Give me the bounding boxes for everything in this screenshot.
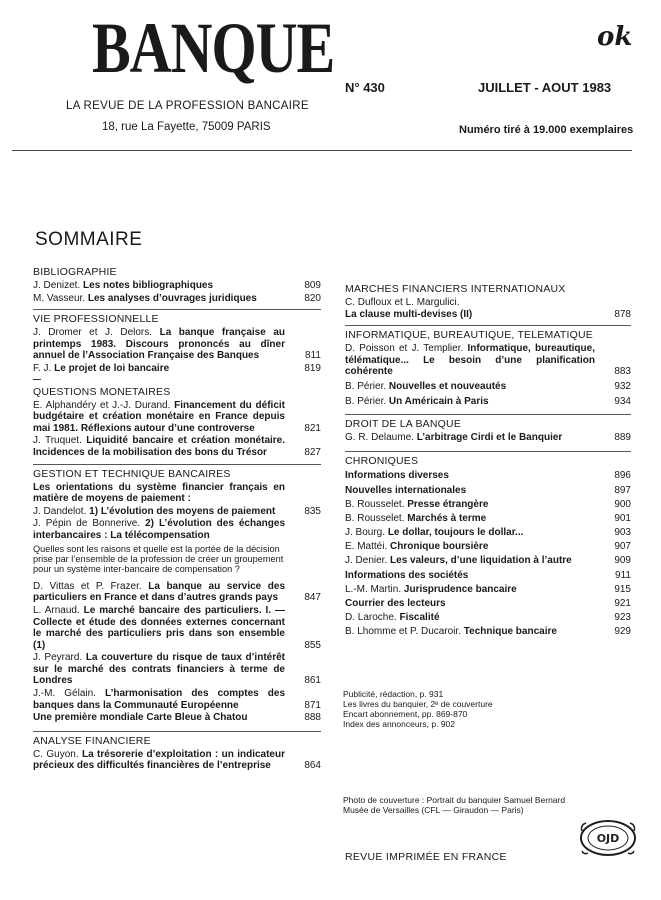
- toc-entry[interactable]: [345, 432, 631, 444]
- entry-title: Marchés à terme: [407, 512, 487, 524]
- entry-page: 811: [305, 350, 321, 362]
- toc-entry[interactable]: [345, 555, 631, 567]
- entry-page: 883: [614, 366, 631, 378]
- entry-author: E. Alphandéry et J.-J. Durand.: [33, 399, 171, 411]
- toc-entry[interactable]: [33, 506, 321, 518]
- entry-page: 911: [615, 569, 631, 581]
- section-chroniques: [345, 455, 631, 638]
- toc-entry[interactable]: [33, 688, 321, 711]
- section-heading: ANALYSE FINANCIERE: [33, 734, 151, 747]
- entry-author: B. Rousselet.: [345, 512, 405, 524]
- entry-title: Le projet de loi bancaire: [54, 362, 170, 374]
- entry-author: J. Denier.: [345, 555, 388, 567]
- toc-entry[interactable]: [33, 652, 321, 687]
- entry-title: Courrier des lecteurs: [345, 598, 446, 610]
- entry-author: J. Bourg.: [345, 527, 386, 539]
- entry-page: 855: [304, 639, 321, 651]
- toc-right-column: [345, 283, 631, 641]
- toc-entry[interactable]: [345, 343, 631, 378]
- toc-entry[interactable]: [33, 363, 321, 375]
- entry-title: Nouvelles et nouveautés: [388, 380, 507, 392]
- entry-author: L.-M. Martin.: [345, 583, 402, 595]
- section-divider: [345, 414, 631, 415]
- toc-entry[interactable]: [345, 297, 631, 320]
- dash-separator: [33, 375, 321, 383]
- section-intro: Les orientations du système financier français en matière de moyens de paiement :: [33, 481, 285, 505]
- entry-title: La clause multi-devises (II): [345, 308, 473, 320]
- section-heading: QUESTIONS MONETAIRES: [33, 385, 171, 398]
- toc-entry[interactable]: [345, 485, 631, 497]
- entry-title: La trésorerie d’exploitation : un indicateur précieux des difficultés financières de l’entreprise: [33, 748, 285, 772]
- entry-author: D. Vittas et P. Frazer.: [33, 580, 142, 592]
- entry-page: 901: [614, 512, 631, 524]
- entry-title: Informations diverses: [345, 470, 449, 482]
- entry-title: Les notes bibliographiques: [83, 280, 214, 291]
- toc-entry[interactable]: [345, 570, 631, 582]
- section-informatique: [345, 329, 631, 407]
- entry-title: La banque française au printemps 1983. Discours prononcés au dîner annuel de l’Association Française des Banques: [33, 327, 286, 362]
- entry-title: La couverture du risque de taux d’intérêt sur le marché des contrats financiers à terme de Londres: [33, 652, 285, 687]
- entry-page: 878: [614, 308, 631, 320]
- toc-entry[interactable]: [33, 581, 321, 604]
- entry-author: J. Dandelot.: [33, 505, 87, 517]
- section-divider: [33, 464, 321, 465]
- section-gestion-technique: [33, 468, 321, 724]
- toc-entry[interactable]: [33, 749, 321, 772]
- section-heading: CHRONIQUES: [345, 454, 419, 467]
- toc-entry[interactable]: [345, 598, 631, 610]
- section-heading: BIBLIOGRAPHIE: [33, 266, 117, 278]
- entry-title: 2) L’évolution des échanges interbancaires : La télécompensation: [33, 518, 286, 541]
- entry-author: C. Guyon.: [33, 748, 79, 760]
- entry-page: 889: [614, 432, 631, 444]
- entry-author: J. Denizet.: [33, 280, 81, 291]
- entry-title: Jurisprudence bancaire: [403, 583, 517, 595]
- section-droit-banque: [345, 418, 631, 444]
- credit-line: Publicité, rédaction, p. 931: [343, 689, 444, 699]
- entry-author: J. Truquet.: [33, 435, 82, 447]
- masthead-rule: [12, 150, 632, 151]
- entry-page: 819: [304, 362, 321, 374]
- section-divider: [345, 451, 631, 452]
- entry-page: 934: [614, 395, 631, 407]
- entry-author: C. Dufloux et L. Margulici.: [345, 297, 460, 308]
- ojd-seal-icon: [578, 817, 638, 859]
- toc-left-column: [33, 266, 321, 775]
- entry-page: 929: [614, 626, 631, 638]
- entry-title: Les analyses d’ouvrages juridiques: [87, 292, 257, 304]
- entry-page: 932: [614, 380, 631, 392]
- entry-author: B. Rousselet.: [345, 498, 405, 510]
- entry-page: 903: [614, 527, 631, 539]
- entry-title: Fiscalité: [399, 612, 440, 624]
- entry-note: Quelles sont les raisons et quelle est la portée de la décision prise par l’ensemble de la profession de créer un groupement pour un système inter-bancaire de compensation ?: [33, 543, 284, 575]
- entry-page: 921: [614, 598, 631, 610]
- printed-in-france: REVUE IMPRIMÉE EN FRANCE: [345, 851, 507, 863]
- entry-title: La banque au service des particuliers en France et dans d’autres grands pays: [33, 580, 286, 604]
- section-divider: [33, 309, 321, 310]
- section-heading: VIE PROFESSIONNELLE: [33, 313, 159, 326]
- entry-author: D. Poisson et J. Templier.: [345, 343, 464, 355]
- print-run: Numéro tiré à 19.000 exemplaires: [459, 124, 634, 136]
- section-heading: INFORMATIQUE, BUREAUTIQUE, TELEMATIQUE: [345, 329, 593, 342]
- entry-title: 1) L’évolution des moyens de paiement: [89, 505, 276, 517]
- photo-credit-line: Photo de couverture : Portrait du banquier Samuel Bernard: [343, 795, 566, 805]
- entry-author: D. Laroche.: [345, 612, 397, 624]
- section-heading: DROIT DE LA BANQUE: [345, 418, 462, 431]
- section-heading: GESTION ET TECHNIQUE BANCAIRES: [33, 467, 231, 480]
- sommaire-title: SOMMAIRE: [35, 229, 143, 250]
- photo-credit: [343, 795, 565, 815]
- photo-credit-line: Musée de Versailles (CFL — Giraudon — Paris): [343, 805, 524, 815]
- entry-page: 861: [304, 675, 321, 687]
- credits-block: [343, 689, 493, 729]
- logo-banque: BANQUE: [92, 7, 335, 89]
- toc-entry[interactable]: [345, 626, 631, 638]
- toc-entry[interactable]: [345, 396, 631, 408]
- section-divider: [33, 731, 321, 732]
- entry-page: 900: [614, 498, 631, 510]
- entry-page: 871: [304, 699, 321, 711]
- section-vie-professionnelle: [33, 313, 321, 382]
- entry-author: B. Lhomme et P. Ducaroir.: [345, 626, 461, 638]
- entry-author: M. Vasseur.: [33, 292, 86, 304]
- entry-page: 864: [304, 760, 321, 772]
- entry-page: 820: [304, 292, 321, 304]
- entry-page: 809: [304, 280, 321, 291]
- entry-page: 888: [304, 712, 321, 724]
- credit-line: Index des annonceurs, p. 902: [343, 719, 455, 729]
- entry-author: J. Peyrard.: [33, 652, 83, 664]
- entry-title: Informatique, bureautique, télématique... Le besoin d’une planification cohérente: [345, 343, 595, 378]
- issue-date: JUILLET - AOUT 1983: [478, 80, 612, 95]
- entry-title: Technique bancaire: [463, 626, 557, 638]
- entry-title: Les valeurs, d’une liquidation à l’autre: [390, 555, 572, 567]
- entry-page: 915: [614, 583, 631, 595]
- section-marches-financiers: [345, 283, 631, 320]
- entry-page: 821: [304, 422, 321, 434]
- toc-entry[interactable]: [345, 513, 631, 525]
- entry-page: 909: [614, 555, 631, 567]
- toc-entry[interactable]: [33, 293, 321, 305]
- entry-page: 907: [614, 541, 631, 553]
- issue-number: N° 430: [345, 80, 385, 95]
- entry-page: 923: [614, 612, 631, 624]
- toc-entry[interactable]: [33, 327, 321, 362]
- entry-title: Liquidité bancaire et création monétaire. Incidences de la mobilisation des bons du Trésor: [33, 435, 286, 458]
- entry-page: 835: [304, 505, 321, 517]
- toc-entry[interactable]: [33, 280, 321, 292]
- entry-page: 847: [304, 592, 321, 604]
- toc-entry[interactable]: [33, 518, 321, 541]
- entry-author: B. Périer.: [345, 380, 387, 392]
- toc-entry[interactable]: [345, 527, 631, 539]
- entry-title: Le dollar, toujours le dollar...: [387, 527, 524, 539]
- seal-text: OJD: [596, 832, 620, 845]
- entry-title: Financement du déficit budgétaire et création monétaire en France depuis mai 1981. Réflexions autour d’une controverse: [33, 399, 285, 434]
- entry-title: Informations des sociétés: [345, 569, 469, 581]
- entry-author: B. Périer.: [345, 395, 387, 407]
- entry-author: L. Arnaud.: [33, 604, 80, 616]
- section-heading: MARCHES FINANCIERS INTERNATIONAUX: [345, 283, 566, 295]
- entry-title: Nouvelles internationales: [345, 484, 467, 496]
- entry-title: L’arbitrage Cirdi et le Banquier: [416, 432, 563, 444]
- section-analyse-financiere: [33, 735, 321, 772]
- toc-entry[interactable]: [33, 712, 321, 724]
- entry-title: L’harmonisation des comptes des banques dans la Communauté Européenne: [33, 688, 286, 711]
- section-questions-monetaires: [33, 386, 321, 459]
- toc-entry[interactable]: [345, 541, 631, 553]
- handwritten-ok-mark: ok: [597, 22, 633, 52]
- toc-entry[interactable]: [345, 470, 631, 482]
- entry-page: 896: [614, 470, 631, 482]
- entry-author: J. Pépin de Bonnerive.: [33, 518, 141, 530]
- toc-entry[interactable]: [345, 584, 631, 596]
- credit-line: Les livres du banquier, 2ᵉ de couverture: [343, 699, 493, 709]
- entry-author: F. J.: [33, 362, 52, 374]
- entry-author: G. R. Delaume.: [345, 432, 414, 444]
- toc-entry[interactable]: [33, 400, 321, 435]
- toc-entry[interactable]: [345, 381, 631, 393]
- entry-title: Le marché bancaire des particuliers. I. — Collecte et étude des données externes concernant le marché des particuliers pris dans son ensemble (1): [33, 604, 286, 651]
- entry-page: 827: [304, 446, 321, 458]
- entry-title: Une première mondiale Carte Bleue à Chatou: [33, 712, 248, 724]
- address: 18, rue La Fayette, 75009 PARIS: [102, 121, 271, 133]
- entry-page: 897: [614, 484, 631, 496]
- entry-title: Un Américain à Paris: [388, 395, 489, 407]
- toc-entry[interactable]: [345, 499, 631, 511]
- entry-title: Chronique boursière: [390, 541, 489, 553]
- section-divider: [345, 325, 631, 326]
- toc-entry[interactable]: [345, 612, 631, 624]
- tagline: LA REVUE DE LA PROFESSION BANCAIRE: [66, 100, 309, 112]
- section-bibliographie: [33, 266, 321, 304]
- toc-entry[interactable]: [33, 435, 321, 458]
- credit-line: Encart abonnement, pp. 869-870: [343, 709, 468, 719]
- entry-author: E. Mattéi.: [345, 541, 388, 553]
- entry-title: Presse étrangère: [407, 498, 489, 510]
- toc-entry[interactable]: [33, 605, 321, 651]
- entry-author: J.-M. Gélain.: [33, 688, 96, 700]
- chroniques-list: [345, 470, 631, 638]
- entry-author: J. Dromer et J. Delors.: [33, 327, 153, 339]
